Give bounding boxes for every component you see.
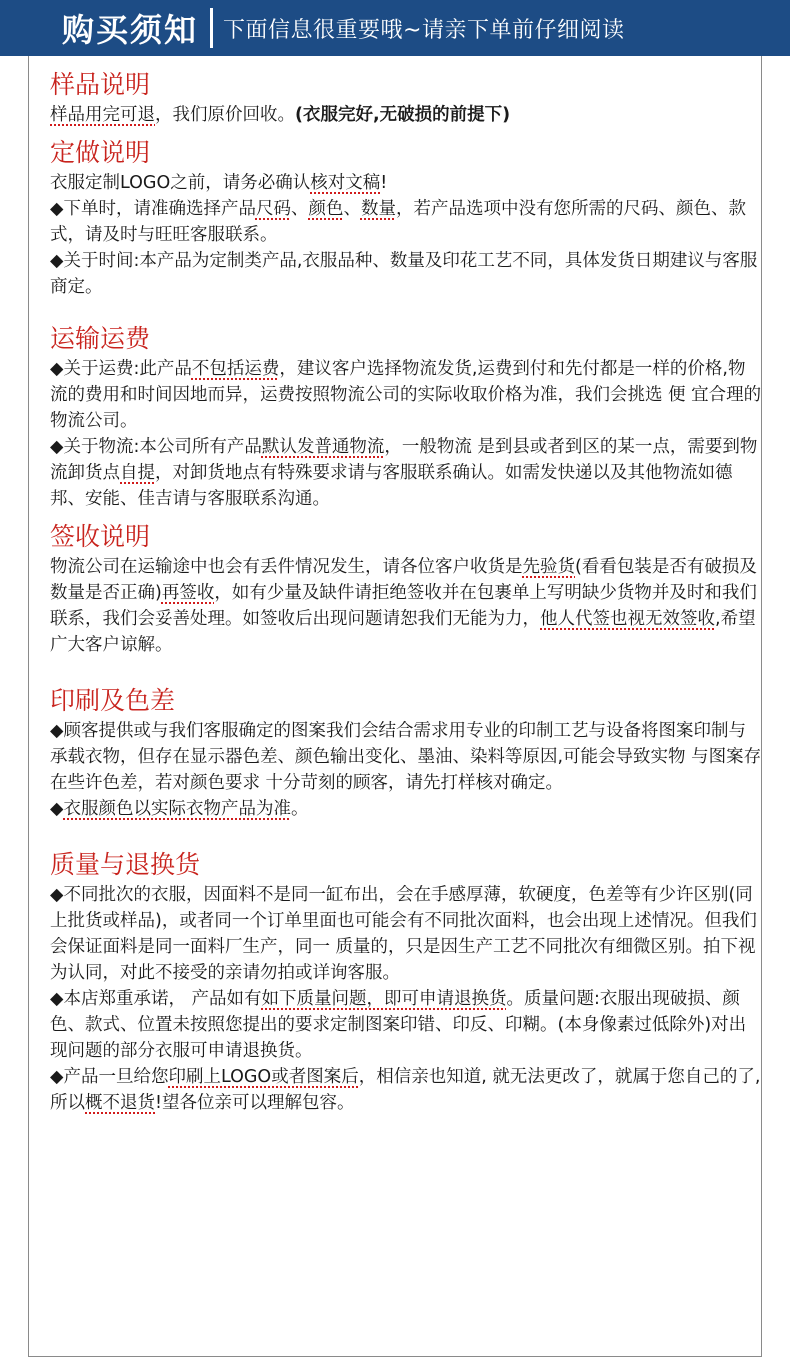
- paragraph: [50, 434, 762, 512]
- text: ◆关于物流:本公司所有产品: [50, 437, 262, 457]
- highlighted-text: 自提: [120, 463, 155, 483]
- paragraph: [50, 718, 762, 796]
- text: !望各位亲可以理解包容。: [155, 1093, 355, 1113]
- header-banner: [0, 0, 790, 56]
- section-custom: [50, 136, 762, 300]
- text: ，如有少量及缺件请拒绝签收并在包裹单上写明缺少货物并及时和我们联系，我们会妥善处理。如签收后出现问题请恕我们无能为力，: [50, 583, 757, 629]
- text: ◆: [50, 799, 64, 819]
- section-title: 印刷及色差: [50, 686, 176, 715]
- paragraph: [50, 796, 762, 822]
- paragraph: [50, 196, 762, 248]
- paragraph: [50, 882, 762, 986]
- highlighted-text: 印刷上LOGO或者图案后: [168, 1067, 359, 1087]
- text: 物流公司在运输途中也会有丢件情况发生，请各位客户收货是: [50, 557, 523, 577]
- paragraph: [50, 356, 762, 434]
- text: ，对卸货地点有特殊要求请与客服联系确认。如需发快递以及其他物流如德邦、安能、佳吉请与客服联系沟通。: [50, 463, 733, 509]
- text: ,希望广大客户谅解。: [50, 609, 756, 655]
- highlighted-text: 他人代签也视无效签收: [540, 609, 715, 629]
- header-divider: [210, 8, 213, 48]
- text: ，我们原价回收。: [155, 105, 295, 125]
- highlighted-text: 不包括运费: [191, 359, 280, 379]
- section-title: 签收说明: [50, 522, 151, 551]
- text: 衣服定制LOGO之前，请务必确认: [50, 173, 311, 193]
- notice-content: [50, 66, 762, 1116]
- text: 。: [290, 799, 309, 819]
- text: ◆关于时间:本产品为定制类产品,衣服品种、数量及印花工艺不同，具体发货日期建议与客服商定。: [50, 251, 758, 297]
- paragraph: [50, 170, 762, 196]
- text: ◆顾客提供或与我们客服确定的图案我们会结合需求用专业的印制工艺与设备将图案印制与承载衣物，但存在显示器色差、颜色输出变化、墨油、染料等原因,可能会导致实物 与图案存在些许色差，若对颜色要求 十分苛刻的顾客，请先打样核对确定。: [50, 721, 762, 793]
- text: 、: [343, 199, 361, 219]
- highlighted-text: 默认发普通物流: [261, 437, 385, 457]
- bold-text: (衣服完好,无破损的前提下): [295, 105, 511, 125]
- highlighted-text: 样品用完可退: [50, 105, 155, 125]
- text: ◆本店郑重承诺， 产品如有: [50, 989, 262, 1009]
- highlighted-text: 再签收: [161, 583, 215, 603]
- text: ，建议客户选择物流发货,运费到付和先付都是一样的价格,物流的费用和时间因地而异，运费按照物流公司的实际收取价格为准，我们会挑选 便 宜合理的物流公司。: [50, 359, 762, 431]
- highlighted-text: 核对文稿: [310, 173, 381, 193]
- section-receipt: [50, 520, 762, 658]
- section-title: 运输运费: [50, 324, 151, 353]
- section-printing: [50, 684, 762, 822]
- text: ，若产品选项中没有您所需的尺码、颜色、款式，请及时与旺旺客服联系。: [50, 199, 746, 245]
- page-title: 购买须知: [62, 11, 199, 49]
- section-sample: [50, 68, 762, 128]
- paragraph: [50, 554, 762, 658]
- text: !: [380, 173, 388, 193]
- text: ，相信亲也知道, 就无法更改了，就属于您自己的了,所以: [50, 1067, 761, 1113]
- header-subtitle: 下面信息很重要哦~请亲下单前仔细阅读: [223, 17, 625, 43]
- highlighted-text: 先验货: [522, 557, 575, 577]
- text: 、: [290, 199, 309, 219]
- highlighted-text: 颜色: [308, 199, 344, 219]
- text: ◆产品一旦给您: [50, 1067, 169, 1087]
- section-returns: [50, 848, 762, 1116]
- paragraph: [50, 248, 762, 300]
- highlighted-text: 数量: [360, 199, 396, 219]
- highlighted-text: 如下质量问题，即可申请退换货: [261, 989, 507, 1009]
- paragraph: [50, 1064, 762, 1116]
- section-shipping: [50, 322, 762, 512]
- text: ◆下单时，请准确选择产品: [50, 199, 256, 219]
- highlighted-text: 衣服颜色以实际衣物产品为准: [63, 799, 291, 819]
- section-title: 样品说明: [50, 70, 151, 99]
- text: ◆关于运费:此产品: [50, 359, 192, 379]
- text: (看看包装是否有破损及数量是否正确): [50, 557, 757, 603]
- text: ，一般物流 是到县或者到区的某一点，需要到物流卸货点: [50, 437, 758, 483]
- paragraph: [50, 986, 762, 1064]
- section-title: 质量与退换货: [50, 850, 201, 879]
- text: ◆不同批次的衣服，因面料不是同一缸布出，会在手感厚薄，软硬度，色差等有少许区别(同上批货或样品)，或者同一个订单里面也可能会有不同批次面料，也会出现上述情况。但我们会保证面料是同一面料厂生产，同一 质量的，只是因生产工艺不同批次有细微区别。拍下视为认同，对此不接受的亲请勿拍或详询客服。: [50, 885, 757, 983]
- highlighted-text: 尺码: [255, 199, 291, 219]
- section-title: 定做说明: [50, 138, 151, 167]
- paragraph: [50, 102, 762, 128]
- text: 。质量问题:衣服出现破损、颜色、款式、位置未按照您提出的要求定制图案印错、印反、印糊。(本身像素过低除外)对出现问题的部分衣服可申请退换货。: [50, 989, 747, 1061]
- highlighted-text: 概不退货: [85, 1093, 155, 1113]
